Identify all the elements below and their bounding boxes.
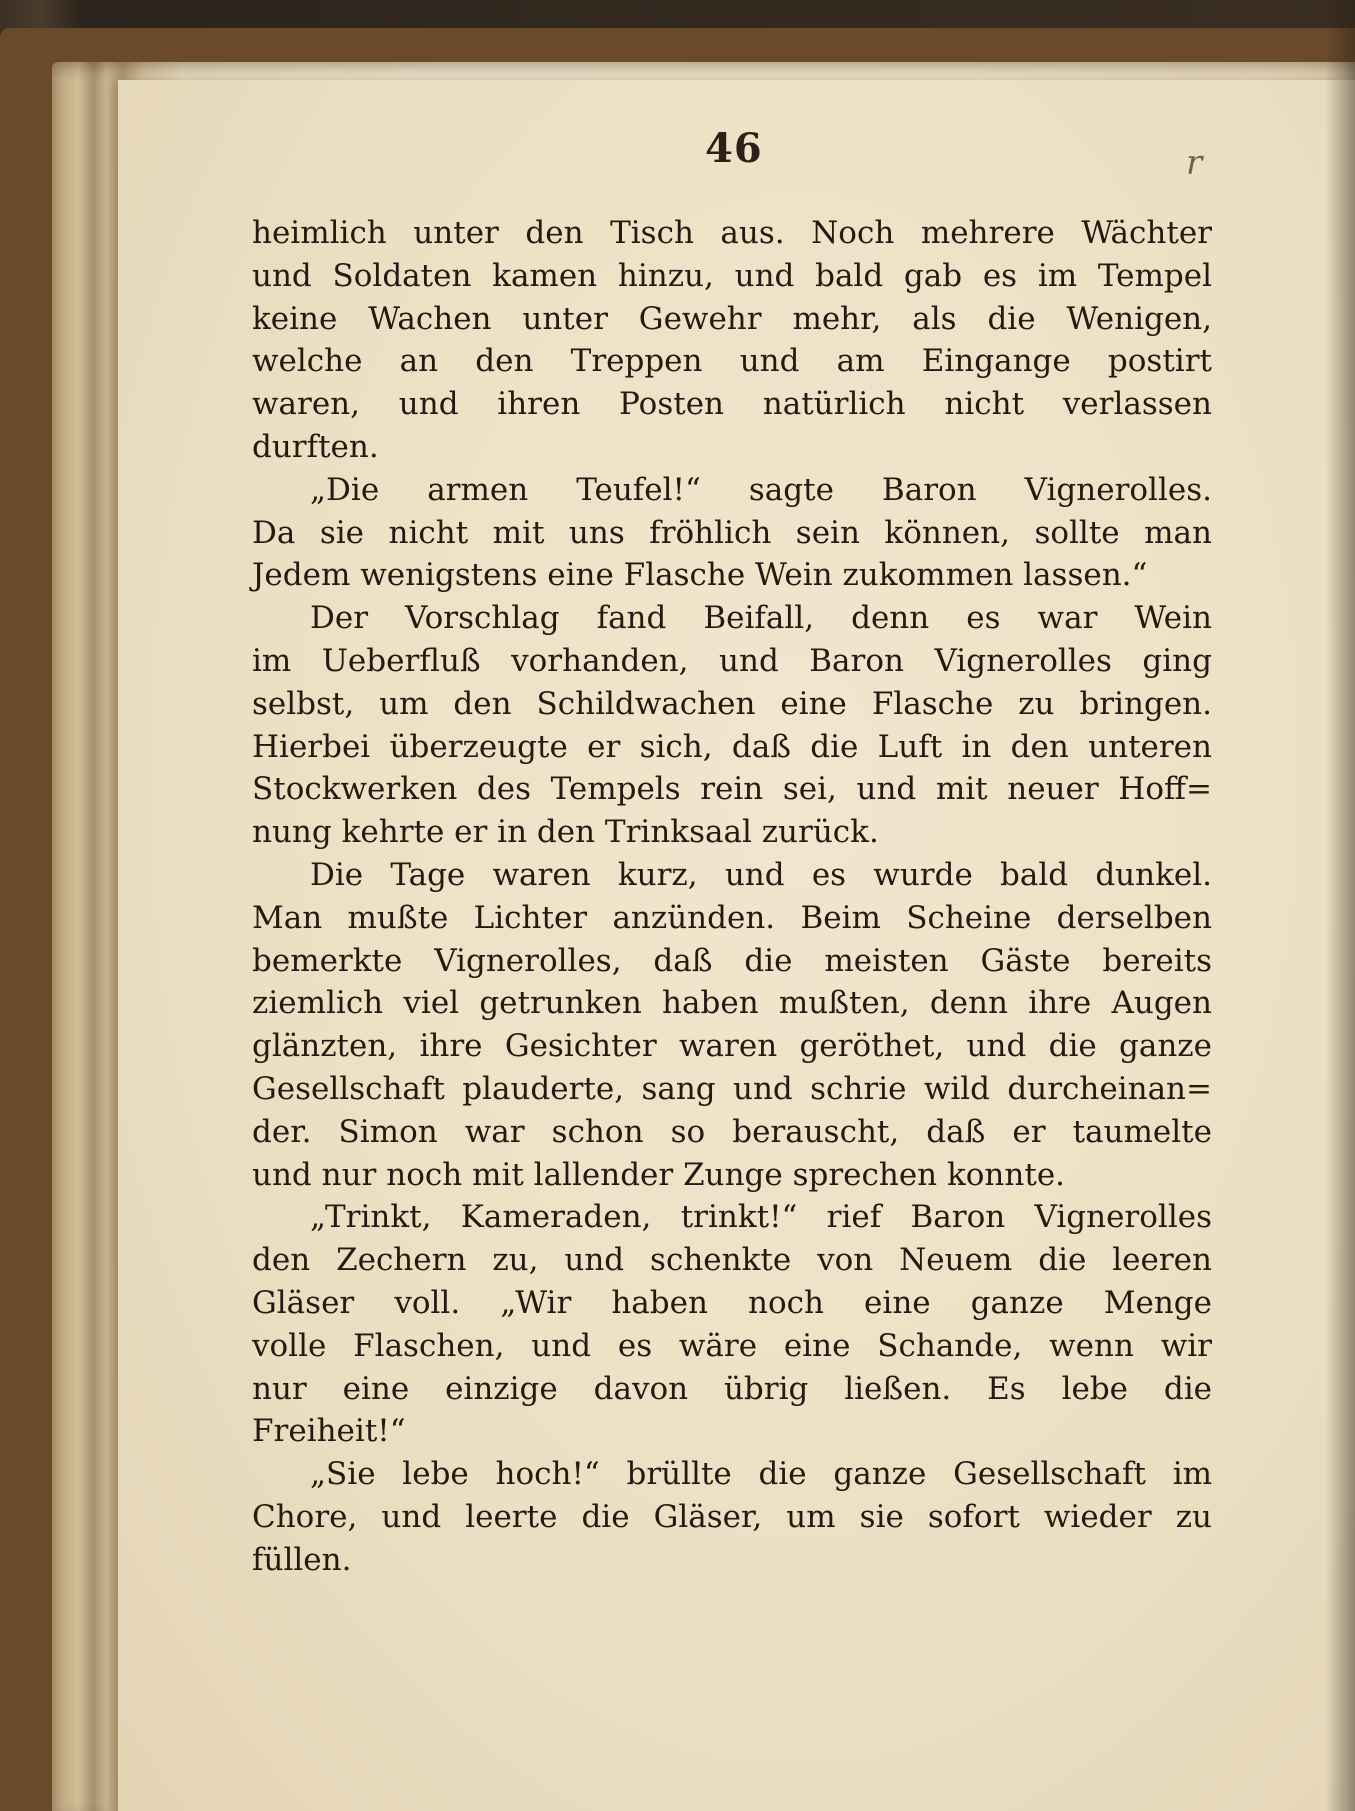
text-line: bemerkte Vignerolles, daß die meisten Gäste bereits — [252, 942, 1212, 979]
text-line: Hierbei überzeugte er sich, daß die Luft in den unteren — [252, 728, 1212, 765]
corner-pencil-mark: r — [1186, 143, 1203, 183]
page-number: 46 — [705, 125, 763, 172]
text-line: volle Flaschen, und es wäre eine Schande, wenn wir — [252, 1327, 1212, 1364]
text-line: keine Wachen unter Gewehr mehr, als die Wenigen, — [252, 300, 1212, 337]
text-line: „Trinkt, Kameraden, trinkt!“ rief Baron Vignerolles — [310, 1199, 1212, 1236]
text-line: Freiheit!“ — [252, 1413, 406, 1450]
text-line: heimlich unter den Tisch aus. Noch mehrere Wächter — [252, 215, 1212, 251]
text-line: den Zechern zu, und schenkte von Neuem die leeren — [252, 1242, 1212, 1279]
text-line: füllen. — [252, 1541, 352, 1578]
text-line: durften. — [252, 428, 379, 465]
text-line: „Sie lebe hoch!“ brüllte die ganze Gesellschaft im — [310, 1456, 1212, 1493]
text-line: und Soldaten kamen hinzu, und bald gab es im Tempel — [252, 257, 1212, 294]
text-line: Man mußte Lichter anzünden. Beim Scheine derselben — [252, 899, 1212, 936]
text-line: nur eine einzige davon übrig ließen. Es lebe die — [252, 1370, 1212, 1407]
text-line: der. Simon war schon so berauscht, daß er taumelte — [252, 1113, 1212, 1150]
text-line: glänzten, ihre Gesichter waren geröthet, und die ganze — [252, 1028, 1212, 1065]
text-line: Stockwerken des Tempels rein sei, und mit neuer Hoff= — [252, 771, 1212, 808]
text-line: Der Vorschlag fand Beifall, denn es war Wein — [310, 600, 1212, 637]
binding-shadow — [1325, 0, 1355, 1811]
text-line: selbst, um den Schildwachen eine Flasche zu bringen. — [252, 685, 1212, 722]
text-line: im Ueberfluß vorhanden, und Baron Vignerolles ging — [252, 642, 1212, 679]
text-line: Gläser voll. „Wir haben noch eine ganze Menge — [252, 1284, 1212, 1321]
text-line: Chore, und leerte die Gläser, um sie sofort wieder zu — [252, 1498, 1212, 1535]
body-text — [252, 212, 1212, 1582]
text-line: und nur noch mit lallender Zunge sprechen konnte. — [252, 1156, 1066, 1193]
text-line: waren, und ihren Posten natürlich nicht verlassen — [252, 386, 1212, 423]
text-line: welche an den Treppen und am Eingange postirt — [252, 343, 1212, 380]
text-line: Die Tage waren kurz, und es wurde bald dunkel. — [310, 856, 1212, 893]
text-line: Da sie nicht mit uns fröhlich sein können, sollte man — [252, 514, 1212, 551]
text-line: ziemlich viel getrunken haben mußten, denn ihre Augen — [252, 985, 1212, 1022]
text-line: Jedem wenigstens eine Flasche Wein zukommen lassen.“ — [252, 557, 1148, 594]
text-line: Gesellschaft plauderte, sang und schrie wild durcheinan= — [252, 1070, 1212, 1107]
text-line: „Die armen Teufel!“ sagte Baron Vignerolles. — [310, 471, 1212, 508]
text-line: nung kehrte er in den Trinksaal zurück. — [252, 814, 879, 851]
